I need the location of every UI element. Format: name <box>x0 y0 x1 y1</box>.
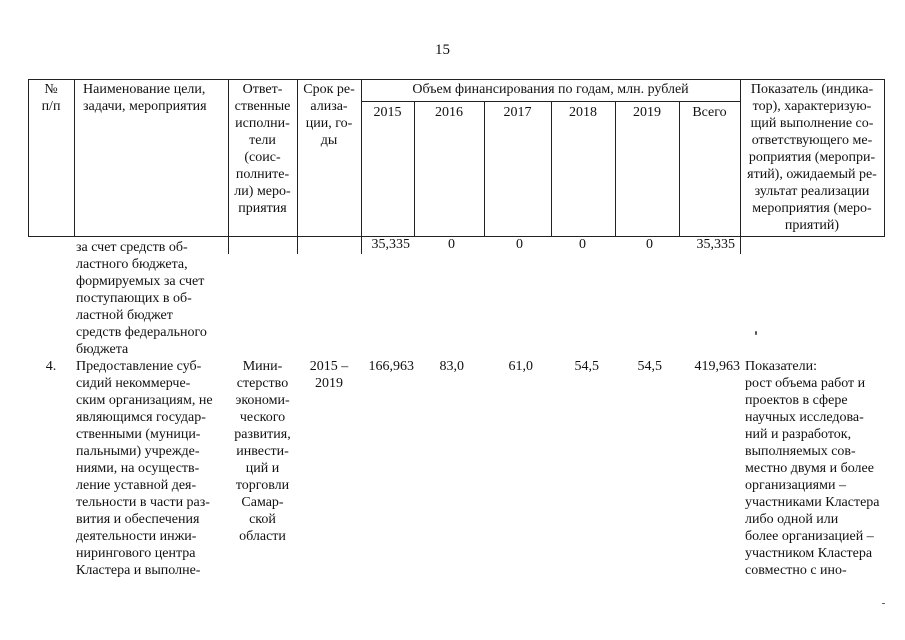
row4-name: Предоставление суб- сидий некоммерче- ским организациям, не являющимся государ- ственными (муници- пальными) учрежде- ниями, на осуществ- ление уставной дея- тельности в части раз- вития и обеспечения деятельности инжи- нирингового центра Кластера и выполне- <box>76 359 213 578</box>
body-sep-2 <box>297 236 298 254</box>
header-term: Срок ре- ализа- ции, го- ды <box>303 82 355 148</box>
col-sep-2018 <box>615 101 616 237</box>
table-right-border <box>884 79 885 237</box>
row-source-name: за счет средств об- ластного бюджета, формируемых за счет поступающих в об- ластной бюджет средств федерального бюджета <box>76 240 207 357</box>
scan-speck <box>882 603 885 604</box>
col-sep-term <box>361 79 362 237</box>
header-num: № п/п <box>41 82 61 114</box>
row-source-2018: 0 <box>579 237 586 252</box>
row-source-2016: 0 <box>448 237 455 252</box>
row4-exec: Мини- стерство экономи- ческого развития, инвести- ций и торговли Самар- ской области <box>234 359 291 544</box>
row4-indicator: Показатели: рост объема работ и проектов в сфере научных исследова- ний и разработок, выполняемых сов- местно двумя и более организациями – участниками Кластера либо одной или более организацией – участником Кластера совместно с ино- <box>745 359 880 578</box>
header-year-2018: 2018 <box>569 105 597 120</box>
col-sep-2019 <box>679 101 680 237</box>
col-sep-2015 <box>414 101 415 237</box>
header-year-2017: 2017 <box>503 105 532 120</box>
header-indicator: Показатель (индика- тор), характеризую- щий выполнение со- ответствующего ме- роприятия (меропри- ятий), ожидаемый ре- зультат реализации мероприятия (меро- приятий) <box>747 82 877 233</box>
page-number: 15 <box>435 42 450 58</box>
row-source-2017: 0 <box>516 237 523 252</box>
row4-2019: 54,5 <box>637 359 662 374</box>
header-funding: Объем финансирования по годам, млн. рублей <box>412 82 689 97</box>
scan-speck <box>755 331 757 335</box>
table-top-border <box>28 79 885 80</box>
header-total: Всего <box>692 105 727 120</box>
row-source-2015: 35,335 <box>371 237 410 252</box>
header-name: Наименование цели, задачи, мероприятия <box>83 82 207 114</box>
col-sep-2016 <box>484 101 485 237</box>
header-bottom-border <box>28 236 885 237</box>
row4-2016: 83,0 <box>439 359 464 374</box>
row4-2015: 166,963 <box>368 359 414 374</box>
row4-2018: 54,5 <box>574 359 599 374</box>
row4-2017: 61,0 <box>508 359 533 374</box>
body-sep-1 <box>228 236 229 254</box>
col-sep-num <box>74 79 75 237</box>
header-year-2016: 2016 <box>435 105 463 120</box>
header-exec: Ответ- ственные исполни- тели (соис- полните- ли) меро- приятия <box>234 82 291 216</box>
header-year-2019: 2019 <box>633 105 661 120</box>
col-sep-2017 <box>551 101 552 237</box>
row4-num: 4. <box>45 359 57 374</box>
body-sep-4 <box>740 236 741 254</box>
row4-term: 2015 – 2019 <box>309 359 349 391</box>
header-year-2015: 2015 <box>373 105 402 120</box>
row-source-total: 35,335 <box>696 237 735 252</box>
row4-total: 419,963 <box>694 359 740 374</box>
row-source-2019: 0 <box>646 237 653 252</box>
